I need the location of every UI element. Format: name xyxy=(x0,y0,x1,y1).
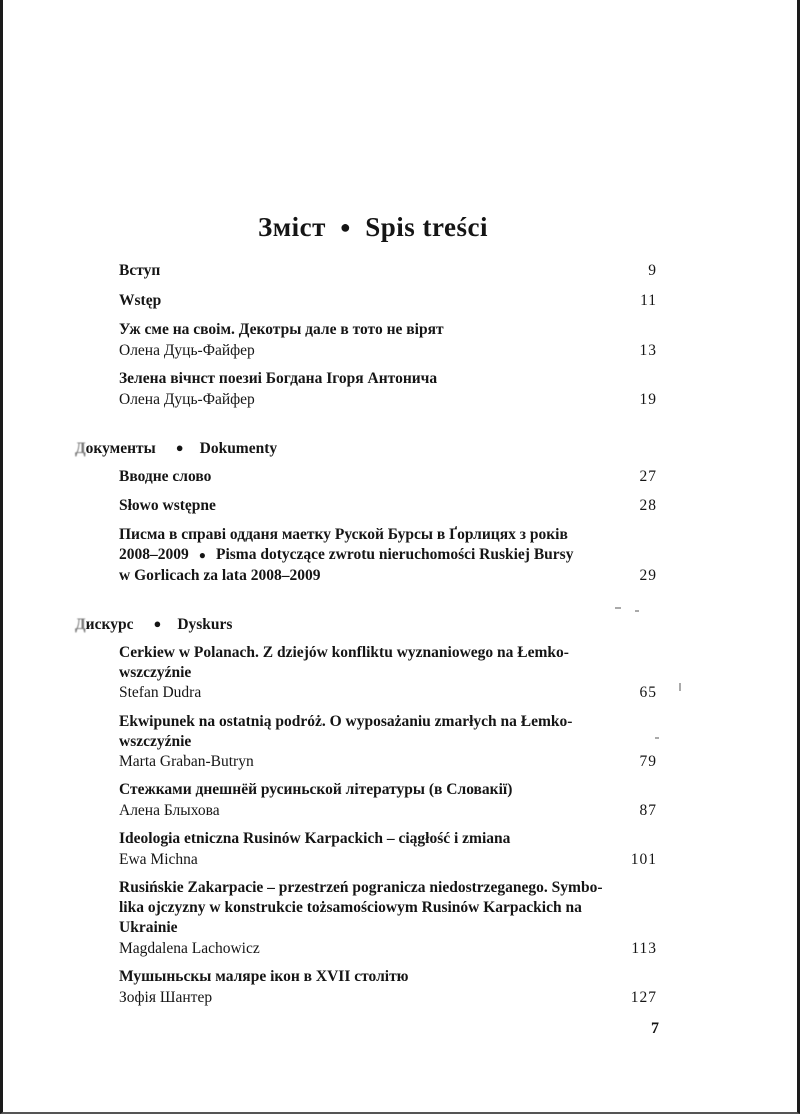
toc-entry-title: Cerkiew w Polanach. Z dziejów konfliktu wyznaniowego na Łemko- xyxy=(119,644,569,661)
toc-entry-title: wszczyźnie xyxy=(119,664,192,681)
toc-entry-title: w Gorlicach za lata 2008–2009 xyxy=(119,567,321,584)
section-heading-polish: Dokumenty xyxy=(199,440,278,457)
toc-entry-title: Słowo wstępne xyxy=(119,497,216,514)
toc-entry-author: Алена Блыхова xyxy=(119,802,220,819)
page-title xyxy=(3,212,743,243)
toc-entry-page: 127 xyxy=(630,989,657,1006)
section-heading-initial: Д xyxy=(75,440,86,457)
toc-entry-title: Зелена вічнст поезиі Богдана Ігоря Антонича xyxy=(119,370,438,387)
toc-entry-title: lika ojczyzny w konstrukcie tożsamościowym Rusinów Karpackich na xyxy=(119,899,582,916)
toc-entry-title: Ideologia etniczna Rusinów Karpackich – ciągłość i zmiana xyxy=(119,830,511,847)
toc-entry-page: 19 xyxy=(639,391,657,408)
toc-entry-author: Зофія Шантер xyxy=(119,989,213,1006)
title-ukrainian: Зміст xyxy=(257,212,326,242)
toc-entry-author: Олена Дуць-Файфер xyxy=(119,342,255,359)
toc-entry-title: Ukrainie xyxy=(119,919,178,936)
toc-entry-author: Marta Graban-Butryn xyxy=(119,753,254,770)
toc-entry-page: 11 xyxy=(640,292,657,309)
title-bullet: ● xyxy=(339,217,352,237)
title-polish: Spis treści xyxy=(365,212,489,242)
entry-bullet: ● xyxy=(198,548,206,562)
toc-entry-title: wszczyźnie xyxy=(119,733,192,750)
toc-entry-title: Уж сме на своім. Декотры дале в тото не вірят xyxy=(119,321,444,338)
toc-entry-title: Писма в справі одданя маетку Руской Бурсы в Ґорлицях з років xyxy=(119,526,568,543)
scan-speck xyxy=(655,737,659,739)
scan-speck xyxy=(615,607,621,609)
scan-speck xyxy=(679,683,681,691)
toc-entry-author: Ewa Michna xyxy=(119,851,198,868)
scan-speck xyxy=(635,610,639,612)
toc-entry-page: 13 xyxy=(639,342,657,359)
section-heading-discourse xyxy=(75,614,232,635)
toc-entry-page: 87 xyxy=(639,802,657,819)
section-bullet: ● xyxy=(175,440,184,455)
toc-entry-page: 65 xyxy=(639,684,657,701)
section-heading-documents xyxy=(75,438,277,459)
toc-entry-author: Magdalena Lachowicz xyxy=(119,940,260,957)
section-bullet: ● xyxy=(153,616,162,631)
toc-entry-page: 101 xyxy=(630,851,657,868)
section-heading-polish: Dyskurs xyxy=(177,616,233,633)
toc-entry-page: 28 xyxy=(639,497,657,514)
toc-entry-title: Rusińskie Zakarpacie – przestrzeń pogranicza niedostrzeganego. Symbo- xyxy=(119,879,603,896)
toc-entry-title: Мушыньскы маляре ікон в XVII столітю xyxy=(119,968,409,985)
page-number: 7 xyxy=(651,1020,659,1037)
toc-entry-page: 29 xyxy=(639,567,657,584)
section-heading-cyrillic: окументы xyxy=(85,440,156,457)
toc-entry-title: Wstęp xyxy=(119,292,162,309)
toc-entry-title: Стежками днешнёй русиньской літературы (в Словакії) xyxy=(119,781,513,798)
toc-entry-page: 9 xyxy=(648,262,657,279)
toc-entry-title: Ekwipunek na ostatnią podróż. O wyposażaniu zmarłych na Łemko- xyxy=(119,713,573,730)
toc-entry-page: 113 xyxy=(631,940,657,957)
toc-entry-author: Олена Дуць-Файфер xyxy=(119,391,255,408)
section-heading-cyrillic: искурс xyxy=(85,616,134,633)
toc-entry-title: Вводне слово xyxy=(119,468,212,485)
toc-entry-author: Stefan Dudra xyxy=(119,684,202,701)
section-heading-initial: Д xyxy=(75,616,86,633)
toc-entry-page: 27 xyxy=(639,468,657,485)
toc-entry-title-line: 2008–2009 ● Pisma dotyczące zwrotu nieruchomości Ruskiej Bursy xyxy=(119,546,574,563)
toc-entry-page: 79 xyxy=(639,753,657,770)
toc-entry-title: Вступ xyxy=(119,262,161,279)
